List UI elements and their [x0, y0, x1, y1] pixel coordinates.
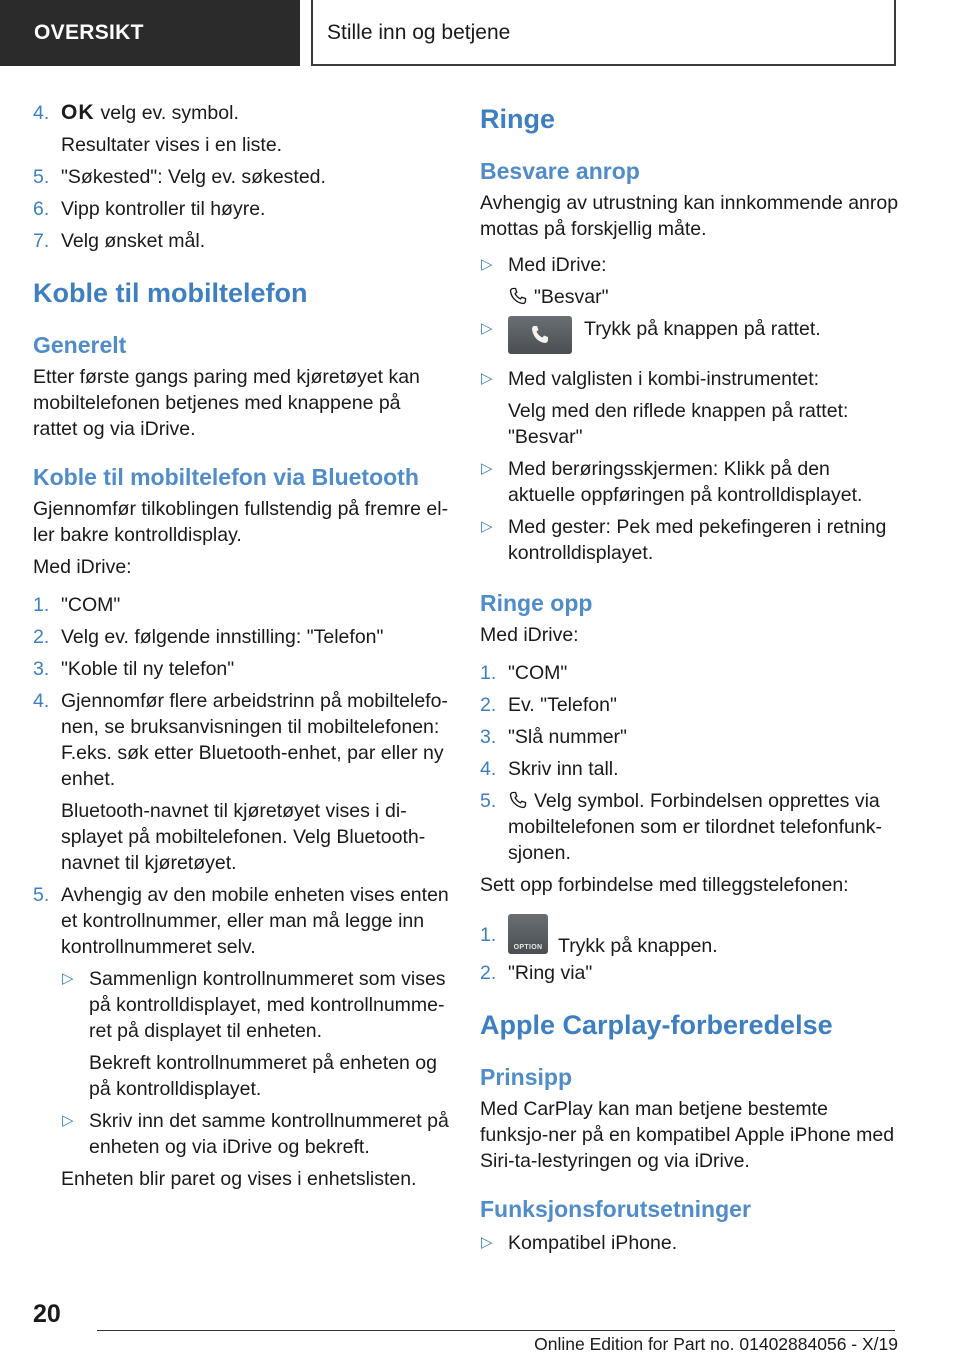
list-item [33, 100, 449, 158]
list-item [480, 960, 900, 986]
step-text: Velg symbol. Forbindelsen opprettes via mobiltelefonen som er tilordnet telefonfunk-sjonen. [508, 790, 882, 864]
heading-ringe-opp: Ringe opp [480, 590, 593, 616]
list-item [61, 966, 449, 1102]
list-item [480, 660, 900, 686]
step-subtext: Resultater vises i en liste. [61, 134, 283, 156]
besvar-label: "Besvar" [534, 286, 609, 308]
requirement-text: Kompatibel iPhone. [508, 1232, 678, 1254]
bluetooth-text: Gjennomfør tilkoblingen fullstendig på fremre el-ler bakre kontrolldisplay. [33, 498, 449, 546]
list-item [33, 656, 449, 682]
triangle-bullet-icon: ▷ [481, 256, 493, 273]
call-idrive-label: Med iDrive: [480, 624, 579, 646]
list-item [480, 788, 900, 866]
triangle-bullet-icon: ▷ [62, 970, 74, 987]
triangle-bullet-icon: ▷ [62, 1112, 74, 1129]
list-item [33, 592, 449, 618]
heading-apple-carplay: Apple Carplay-forberedelse [480, 1010, 833, 1040]
heading-funksjonsforutsetninger: Funksjonsforutsetninger [480, 1196, 751, 1222]
triangle-bullet-icon: ▷ [481, 370, 493, 387]
step-text: "COM" [61, 594, 121, 616]
left-column [33, 100, 449, 1192]
chapter-tab[interactable]: Stille inn og betjene [311, 0, 896, 66]
list-item [61, 1108, 449, 1160]
step-text: Avhengig av den mobile enheten vises enten et kontrollnummer, eller man må legge inn kontrollnummeret selv. [61, 884, 449, 958]
step-number: 3. [33, 658, 50, 680]
step-number: 2. [480, 694, 497, 716]
right-column [480, 100, 900, 1256]
option-text: Med berøringsskjermen: Klikk på den aktuelle oppføringen på kontrolldisplayet. [508, 458, 863, 506]
section-tab[interactable]: OVERSIKT [0, 0, 300, 66]
answer-text: Avhengig av utrustning kan innkommende anrop mottas på forskjellig måte. [480, 192, 899, 240]
list-item [480, 456, 900, 508]
list-item [480, 724, 900, 750]
heading-prinsipp: Prinsipp [480, 1064, 573, 1090]
extra-phone-text: Sett opp forbindelse med tilleggstelefonen: [480, 874, 849, 896]
pairing-result-text: Enheten blir paret og vises i enhetslisten. [61, 1168, 417, 1190]
option-subtext: Bekreft kontrollnummeret på enheten og på kontrolldisplayet. [89, 1052, 437, 1100]
list-item [480, 366, 900, 450]
heading-bluetooth: Koble til mobiltelefon via Bluetooth [33, 464, 419, 490]
step-number: 4. [480, 758, 497, 780]
call-steps [480, 660, 900, 866]
requirements-list [480, 1230, 900, 1256]
step-text: Velg ev. følgende innstilling: "Telefon" [61, 626, 384, 648]
footer-divider [97, 1330, 895, 1331]
phone-icon [508, 286, 528, 306]
list-item [480, 914, 900, 957]
option-text: Sammenlign kontrollnummeret som vises på kontrolldisplayet, med kontrollnumme-ret på displayet til enheten. [89, 968, 446, 1042]
step-text: "COM" [508, 662, 568, 684]
option-button-label: OPTION [513, 944, 543, 951]
list-item [33, 228, 449, 254]
list-item [480, 316, 900, 354]
step-subtext: Bluetooth-navnet til kjøretøyet vises i di-splayet på mobiltelefonen. Velg Bluetooth-navnet til kjøretøyet. [61, 800, 426, 874]
heading-ringe: Ringe [480, 104, 556, 134]
list-item [480, 1230, 900, 1256]
bluetooth-steps [33, 592, 449, 1192]
triangle-bullet-icon: ▷ [481, 320, 493, 337]
triangle-bullet-icon: ▷ [481, 1234, 493, 1251]
step-number: 2. [33, 626, 50, 648]
general-text: Etter første gangs paring med kjøretøyet kan mobiltelefonen betjenes med knappene på rattet og via iDrive. [33, 366, 420, 440]
step-number: 1. [480, 662, 497, 684]
step-text: "Søkested": Velg ev. søkested. [61, 166, 326, 188]
option-text: Med iDrive: [508, 254, 607, 276]
page-number: 20 [33, 1300, 61, 1328]
step-number: 4. [33, 690, 50, 712]
triangle-bullet-icon: ▷ [481, 460, 493, 477]
destination-steps [33, 100, 449, 254]
step-text: "Koble til ny telefon" [61, 658, 235, 680]
triangle-bullet-icon: ▷ [481, 518, 493, 535]
step-text: velg ev. symbol. [100, 102, 239, 124]
list-item [480, 692, 900, 718]
list-item [33, 196, 449, 222]
edition-text: Online Edition for Part no. 01402884056 - X/19 [534, 1334, 898, 1354]
option-text: Trykk på knappen på rattet. [584, 318, 821, 340]
verification-options [61, 966, 449, 1160]
principle-text: Med CarPlay kan man betjene bestemte funksjo-ner på en kompatibel Apple iPhone med Siri-ta-lestyringen og via iDrive. [480, 1098, 895, 1172]
step-number: 2. [480, 962, 497, 984]
list-item [33, 882, 449, 1192]
step-text: Velg ønsket mål. [61, 230, 206, 252]
list-item [480, 514, 900, 566]
step-number: 4. [33, 102, 50, 124]
step-number: 1. [480, 924, 497, 946]
option-subtext: Velg med den riflede knappen på rattet: "Besvar" [508, 400, 849, 448]
extra-phone-steps [480, 914, 900, 986]
steering-phone-button-image [508, 316, 572, 354]
step-text: "Ring via" [508, 962, 593, 984]
phone-icon [508, 790, 528, 810]
option-text: Med valglisten i kombi-instrumentet: [508, 368, 820, 390]
step-number: 7. [33, 230, 50, 252]
step-number: 1. [33, 594, 50, 616]
step-text: Trykk på knappen. [558, 935, 718, 957]
list-item [33, 688, 449, 876]
step-number: 3. [480, 726, 497, 748]
step-text: "Slå nummer" [508, 726, 627, 748]
heading-koble-til-mobiltelefon: Koble til mobiltelefon [33, 278, 308, 308]
option-button-image [508, 914, 548, 954]
ok-icon: OK [61, 101, 95, 124]
step-number: 5. [480, 790, 497, 812]
option-text: Skriv inn det samme kontrollnummeret på enheten og via iDrive og bekreft. [89, 1110, 449, 1158]
step-text: Gjennomfør flere arbeidstrinn på mobiltelefo-nen, se bruksanvisningen til mobiltelefonen: F.eks. søk etter Bluetooth-enhet, par eller ny enhet. [61, 690, 448, 790]
heading-generelt: Generelt [33, 332, 127, 358]
step-number: 6. [33, 198, 50, 220]
list-item [33, 624, 449, 650]
step-text: Vipp kontroller til høyre. [61, 198, 266, 220]
list-item [33, 164, 449, 190]
list-item [480, 252, 900, 310]
option-text: Med gester: Pek med pekefingeren i retning kontrolldisplayet. [508, 516, 887, 564]
step-number: 5. [33, 166, 50, 188]
list-item [480, 756, 900, 782]
step-text: Ev. "Telefon" [508, 694, 617, 716]
option-subtext [508, 284, 900, 310]
step-text: Skriv inn tall. [508, 758, 619, 780]
answer-options [480, 252, 900, 566]
heading-besvare-anrop: Besvare anrop [480, 158, 640, 184]
phone-icon [508, 316, 572, 354]
bluetooth-idrive-label: Med iDrive: [33, 556, 132, 578]
page-header [0, 0, 960, 66]
step-number: 5. [33, 884, 50, 906]
